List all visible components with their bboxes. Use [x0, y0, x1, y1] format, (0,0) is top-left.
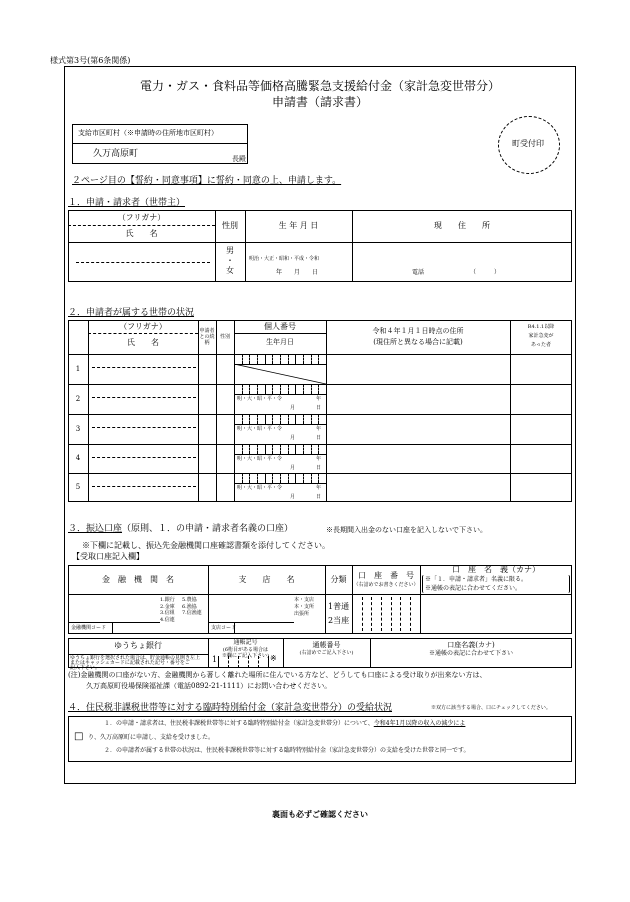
birth-year[interactable]: 年	[316, 485, 322, 491]
section2-table	[68, 320, 572, 502]
section3-attach: ※下欄に記載し、振込先金融機関口座確認書類を添付してください。	[82, 541, 330, 550]
row-number: 2	[75, 394, 81, 403]
consent-text: ２ページ目の【誓約・同意事項】に誓約・同意の上、申請します。	[72, 176, 342, 186]
account-number-header: 口 座 番 号	[358, 571, 414, 580]
birth-day[interactable]: 日	[316, 494, 322, 500]
section4-line3: ２．の申請者が属する世帯の状況は、住民税非課税世帯等に対する臨時特別給付金（家計急変世帯分）の支給を受けた世帯と同一です。	[104, 747, 470, 754]
section4-checkbox[interactable]: □	[74, 731, 84, 742]
yucho-label: ゆうちょ銀行	[114, 641, 162, 651]
s2-addr-header-1: 令和４年１月１日時点の住所	[372, 327, 464, 335]
section4-line2: り、久万高原町に申請し、支給を受けました。	[88, 734, 215, 741]
option-item[interactable]: 4.信連	[160, 616, 175, 623]
section4-note: ※双方に該当する場合、口にチェックしてください。	[431, 705, 551, 711]
receive-label: 【受取口座記入欄】	[72, 552, 144, 561]
birth-month[interactable]: 月	[290, 494, 296, 500]
birth-eras[interactable]: 明・大・昭・平・令	[237, 485, 283, 491]
section3-title: ３．振込口座	[68, 524, 123, 534]
yucho-desc-1: ゆうちょ銀行を選択された場合は、貯金通帳の見開き左上	[70, 655, 201, 661]
footer-note: 裏面も必ずご確認ください	[272, 809, 368, 819]
page-subtitle: 申請書（請求書）	[271, 95, 368, 109]
birth-eras[interactable]: 明・大・昭・平・令	[237, 426, 283, 432]
s2-r41-header-2: 家計急変が	[528, 333, 554, 339]
option-item[interactable]: 3.信組	[160, 610, 175, 616]
tsucho-bango-header: 通帳番号	[312, 641, 341, 649]
tsucho-bango-note: (右詰めでご記入下さい)	[299, 650, 354, 656]
footnote-1: (注)金融機関の口座がない方、金融機関から著しく離れた場所に住んでいる方など、どうしても口座による受け取りが出来ない方は、	[68, 671, 487, 679]
tsucho-kigo-asterisk[interactable]: ※	[270, 654, 277, 663]
row-number: 5	[75, 483, 81, 492]
birth-day[interactable]: 日	[316, 405, 322, 411]
row-number: 1	[75, 364, 81, 373]
s2-mynumber-header: 個人番号	[264, 322, 296, 331]
birth-month[interactable]: 月	[290, 465, 296, 471]
birth-day[interactable]: 日	[316, 465, 322, 471]
bank-types-2[interactable]	[182, 597, 206, 617]
birth-ymd[interactable]: 年 月 日	[276, 269, 319, 276]
section3-subtitle: （原則、１．の申請・請求者名義の口座）	[122, 524, 294, 534]
branch-types[interactable]	[294, 597, 324, 618]
section2-title: ２．申請者が属する世帯の状況	[68, 308, 195, 318]
furigana-header: （フリガナ）	[117, 213, 166, 222]
gender-dot: ・	[226, 256, 234, 265]
tsucho-kigo-digit: 1	[212, 655, 218, 664]
birth-day[interactable]: 日	[316, 435, 322, 441]
form-number: 様式第3号(第6条関係)	[50, 56, 131, 65]
footnote-2: 久万高原町役場保険福祉課（電話0892-21-1111）にお問い合わせください。	[86, 682, 332, 690]
yucho-desc-3: 記入下さい。	[70, 665, 101, 671]
birth-eras[interactable]: 明・大・昭・平・令	[237, 456, 283, 462]
municipality-suffix: 長殿	[232, 155, 246, 163]
option-item[interactable]: 本・支店	[294, 597, 315, 603]
name-header: 氏 名	[125, 229, 158, 238]
birth-year[interactable]: 年	[316, 396, 322, 402]
s2-gender-header: 性別	[219, 334, 230, 340]
gender-header: 性別	[222, 221, 238, 231]
s2-furigana-header: （フリガナ）	[119, 322, 167, 331]
account-number-note: （右詰めでお書きください）	[353, 582, 419, 588]
option-item[interactable]: 7.信漁連	[182, 610, 202, 616]
yucho-desc-2: またはキャッシュカードに記載された記号・番号をご	[70, 660, 190, 666]
section4-line1b: 令和4年1月以降の収入の減少によ	[373, 720, 466, 727]
s2-name-header: 氏 名	[127, 338, 159, 347]
birth-year[interactable]: 年	[316, 426, 322, 432]
stamp-label: 町受付印	[512, 139, 544, 148]
bank-types[interactable]	[160, 597, 182, 623]
branch-name-header: 支 店 名	[238, 574, 295, 584]
tsucho-kigo-header: 通帳記号	[233, 639, 258, 646]
section1-title: １．申請・請求者（世帯主）	[68, 198, 186, 208]
s2-relation-header: 申請者との続柄	[199, 328, 215, 346]
diagonal-line	[234, 364, 326, 384]
option-item[interactable]: 6.漁協	[182, 603, 197, 610]
class-header: 分類	[330, 574, 347, 584]
option-item[interactable]: 1.銀行	[160, 597, 175, 603]
birth-year[interactable]: 年	[316, 456, 322, 462]
address-header: 現 住 所	[434, 221, 490, 231]
s2-r41-header-3: あった者	[531, 342, 551, 348]
yucho-holder-note: ※通帳の表記に合わせて下さい	[428, 650, 513, 657]
option-item[interactable]: 2.金庫	[160, 603, 175, 610]
holder-note-2: ※通帳の表記に合わせてください。	[425, 585, 522, 592]
page-title: 電力・ガス・食料品等価格高騰緊急支援給付金（家計急変世帯分）	[139, 79, 500, 93]
gender-male[interactable]: 男	[226, 246, 234, 255]
option-item[interactable]: 本・支所	[294, 604, 315, 610]
row-number: 4	[75, 454, 81, 463]
section3-title-wrap	[68, 525, 293, 534]
s2-birth-header: 生年月日	[266, 338, 294, 346]
tsucho-kigo-note-1: (6桁目がある場合は	[222, 647, 269, 653]
section4-title: ４．住民税非課税世帯等に対する臨時特別給付金（家計急変世帯分）の受給状況	[68, 703, 393, 713]
section4-line1a: １．の申請・請求者は、住民税非課税世帯等に対する臨時特別給付金（家計急変世帯分）について、	[104, 720, 374, 727]
section3-note: ※長期間入出金のない口座を記入しないで下さい。	[326, 526, 487, 534]
holder-note-bracket	[422, 575, 570, 593]
class-ordinary[interactable]: 1普通	[328, 602, 350, 611]
birth-month[interactable]: 月	[290, 435, 296, 441]
tsucho-kigo-note-2: ※欄にご記入下さい)	[222, 653, 269, 659]
branch-code-label: 支店コード	[211, 625, 237, 631]
option-item[interactable]: 出張所	[294, 611, 310, 617]
bank-code-label: 金融機関コード	[71, 625, 107, 631]
gender-female[interactable]: 女	[226, 266, 234, 275]
birth-eras[interactable]: 明治・大正・昭和・平成・令和	[249, 256, 320, 262]
phone-paren[interactable]: （ ）	[470, 269, 501, 276]
holder-header: 口 座 名 義（カナ）	[452, 565, 540, 574]
holder-note-1: ※「１．申請・請求者」名義に限る。	[425, 576, 528, 583]
yucho-holder-header: 口座名義(カナ)	[447, 641, 495, 649]
s2-r41-header-1: R4.1.1以降	[527, 324, 555, 330]
birth-header: 生 年 月 日	[278, 221, 319, 231]
municipality-label: 支給市区町村（※申請時の住所地市区町村）	[78, 129, 218, 137]
municipality-name[interactable]: 久万高原町	[93, 149, 139, 159]
class-current[interactable]: 2当座	[328, 616, 350, 625]
phone-label: 電話	[412, 269, 425, 276]
birth-month[interactable]: 月	[290, 405, 296, 411]
bank-name-header: 金 融 機 関 名	[102, 574, 174, 584]
section4-line1	[104, 721, 465, 727]
s2-addr-header-2: (現住所と異なる場合に記載)	[373, 338, 463, 346]
row-number: 3	[75, 424, 81, 433]
option-item[interactable]: 5.農協	[182, 597, 197, 603]
birth-eras[interactable]: 明・大・昭・平・令	[237, 396, 283, 402]
